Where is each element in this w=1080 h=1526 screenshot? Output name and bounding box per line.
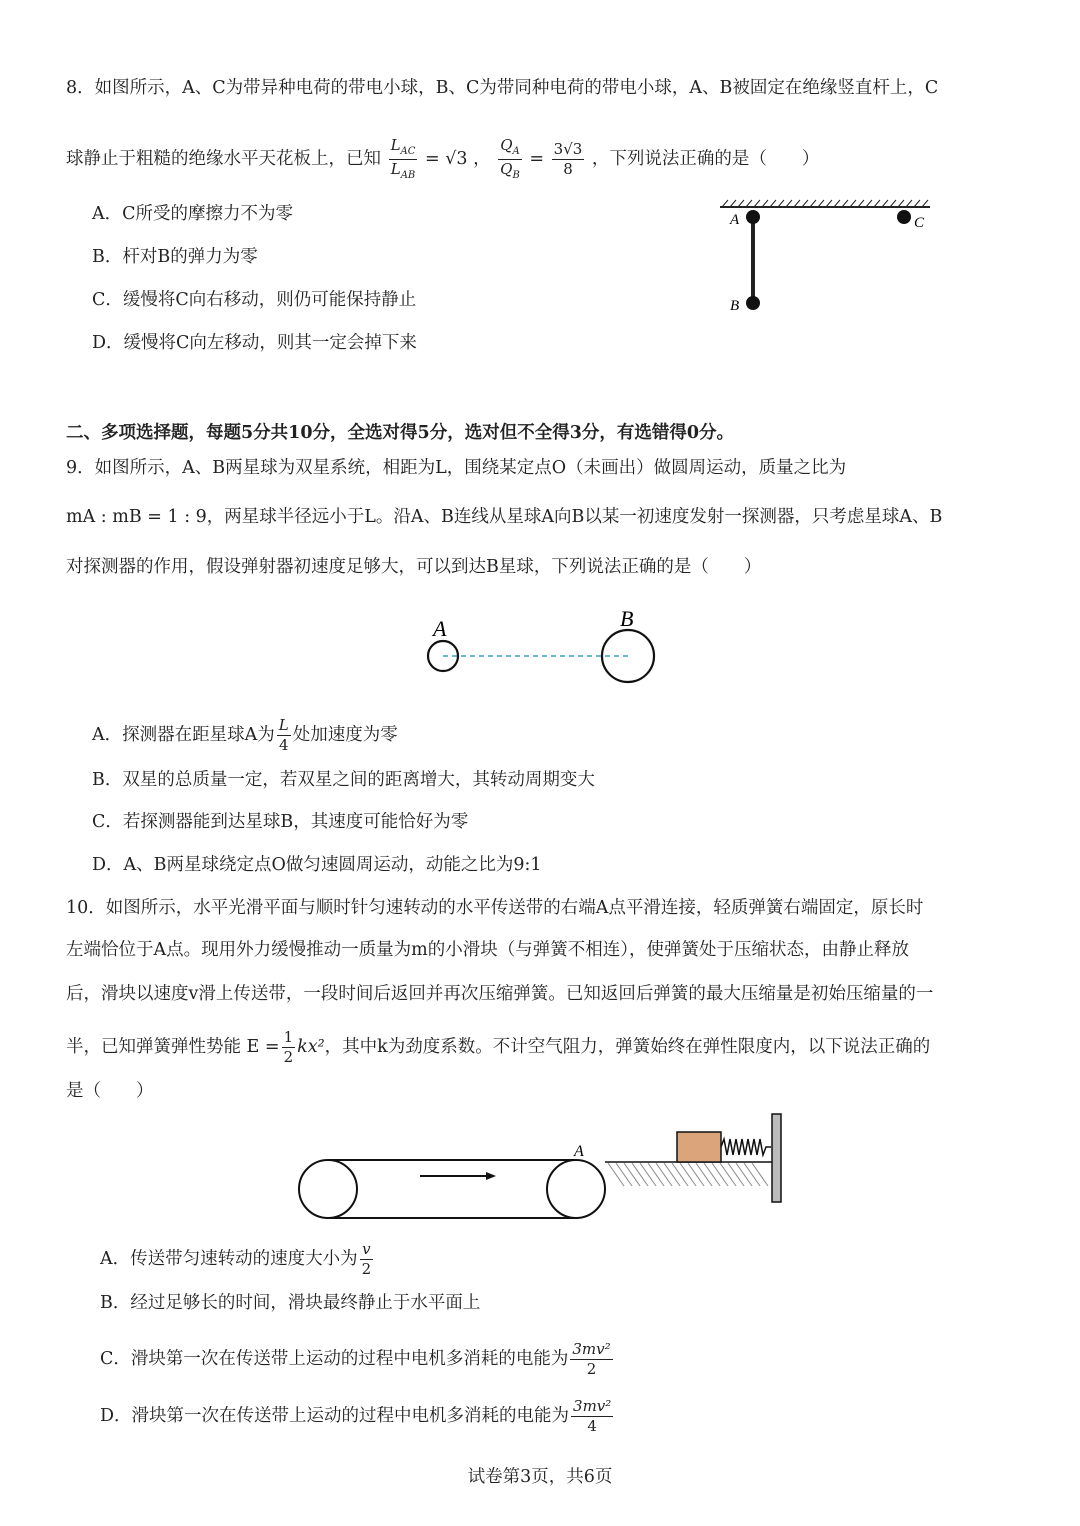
q9-figure bbox=[410, 600, 670, 690]
q8-line2: 球静止于粗糙的绝缘水平天花板上，已知 $\frac{L_{AC}}{L_{AB}}$ = √3 ， $\frac{Q_A}{Q_B}$ = $\frac{3√3}{8}$ ，下列说法正确的是（ ） bbox=[66, 136, 820, 181]
ceiling-hatch bbox=[722, 200, 928, 207]
surface-hatch bbox=[608, 1163, 768, 1186]
q9-line2: mA : mB = 1 : 9，两星球半径远小于L。沿A、B连线从星球A向B以某一初速度发射一探测器，只考虑星球A、B bbox=[66, 507, 943, 527]
q10-figure bbox=[290, 1110, 790, 1220]
q10-line5: 是（ ） bbox=[66, 1081, 154, 1101]
ball-a bbox=[746, 210, 760, 224]
q10-line3: 后，滑块以速度v滑上传送带，一段时间后返回并再次压缩弹簧。已知返回后弹簧的最大压缩量是初始压缩量的一 bbox=[66, 984, 934, 1004]
label-b: B bbox=[620, 606, 634, 631]
section-2-heading: 二、多项选择题，每题5分共10分，全选对得5分，选对但不全得3分，有选错得0分。 bbox=[66, 423, 735, 443]
q8-fraction-q-value: $\frac{3√3}{8}$ bbox=[553, 140, 583, 178]
q8-option-a: A．C所受的摩擦力不为零 bbox=[92, 204, 294, 224]
q10-option-d: D．滑块第一次在传送带上运动的过程中电机多消耗的电能为 $\frac{\text{3mv²}}{4}$ bbox=[100, 1397, 612, 1435]
q8-figure bbox=[710, 195, 940, 320]
q8-option-b: B．杆对B的弹力为零 bbox=[92, 247, 258, 267]
q8-option-d: D．缓慢将C向左移动，则其一定会掉下来 bbox=[92, 333, 417, 353]
q9-option-c: C．若探测器能到达星球B，其速度可能恰好为零 bbox=[92, 812, 469, 832]
label-a: A bbox=[730, 212, 740, 228]
q8-line2-post: ，下列说法正确的是（ ） bbox=[591, 149, 820, 169]
q9-line3: 对探测器的作用，假设弹射器初速度足够大，可以到达B星球，下列说法正确的是（ ） bbox=[66, 557, 762, 577]
q8-fraction-q: $\frac{Q_A}{Q_B}$ bbox=[500, 136, 520, 181]
q8-option-c: C．缓慢将C向右移动，则仍可能保持静止 bbox=[92, 290, 417, 310]
q10-line2: 左端恰位于A点。现用外力缓慢推动一质量为m的小滑块（与弹簧不相连），使弹簧处于压缩状态，由静止释放 bbox=[66, 940, 909, 960]
label-a: A bbox=[574, 1143, 584, 1160]
label-a: A bbox=[433, 616, 447, 641]
q9-line1: 9．如图所示，A、B两星球为双星系统，相距为L，围绕某定点O（未画出）做圆周运动，质量之比为 bbox=[66, 458, 847, 478]
q8-line2-pre: 球静止于粗糙的绝缘水平天花板上，已知 bbox=[66, 149, 381, 169]
pulley-left bbox=[299, 1160, 357, 1218]
spring bbox=[721, 1139, 771, 1155]
pulley-right bbox=[547, 1160, 605, 1218]
q8-fraction-l: $\frac{L_{AC}}{L_{AB}}$ bbox=[390, 136, 416, 181]
q10-option-b: B．经过足够长的时间，滑块最终静止于水平面上 bbox=[100, 1293, 481, 1313]
arrow-head bbox=[486, 1172, 496, 1180]
label-c: C bbox=[914, 215, 925, 231]
q8-line1: 8．如图所示，A、C为带异种电荷的带电小球，B、C为带同种电荷的带电小球，A、B被固定在绝缘竖直杆上，C bbox=[66, 78, 939, 98]
ball-c bbox=[897, 210, 911, 224]
slider-block bbox=[677, 1132, 721, 1162]
q9-option-a: A．探测器在距星球A为 $\frac{L}{4}$ 处加速度为零 bbox=[92, 716, 398, 754]
q9-option-d: D．A、B两星球绕定点O做匀速圆周运动，动能之比为9:1 bbox=[92, 855, 542, 875]
ball-b bbox=[746, 296, 760, 310]
label-b: B bbox=[730, 298, 740, 314]
q10-option-c: C．滑块第一次在传送带上运动的过程中电机多消耗的电能为 $\frac{\text{3mv²}}{2}$ bbox=[100, 1340, 611, 1378]
fixed-wall bbox=[772, 1114, 781, 1202]
q10-option-a: A．传送带匀速转动的速度大小为 $\frac{v}{2}$ bbox=[100, 1240, 372, 1278]
q9-option-b: B．双星的总质量一定，若双星之间的距离增大，其转动周期变大 bbox=[92, 770, 595, 790]
q8-fraction-l-value: = √3 bbox=[425, 149, 468, 169]
q10-line1: 10．如图所示，水平光滑平面与顺时针匀速转动的水平传送带的右端A点平滑连接，轻质弹簧右端固定，原长时 bbox=[66, 898, 924, 918]
page-footer: 试卷第3页，共6页 bbox=[467, 1467, 613, 1487]
q10-line4: 半，已知弹簧弹性势能 E = $\frac{1}{2}$ kx²，其中k为劲度系数。不计空气阻力，弹簧始终在弹性限度内，以下说法正确的 bbox=[66, 1028, 931, 1066]
